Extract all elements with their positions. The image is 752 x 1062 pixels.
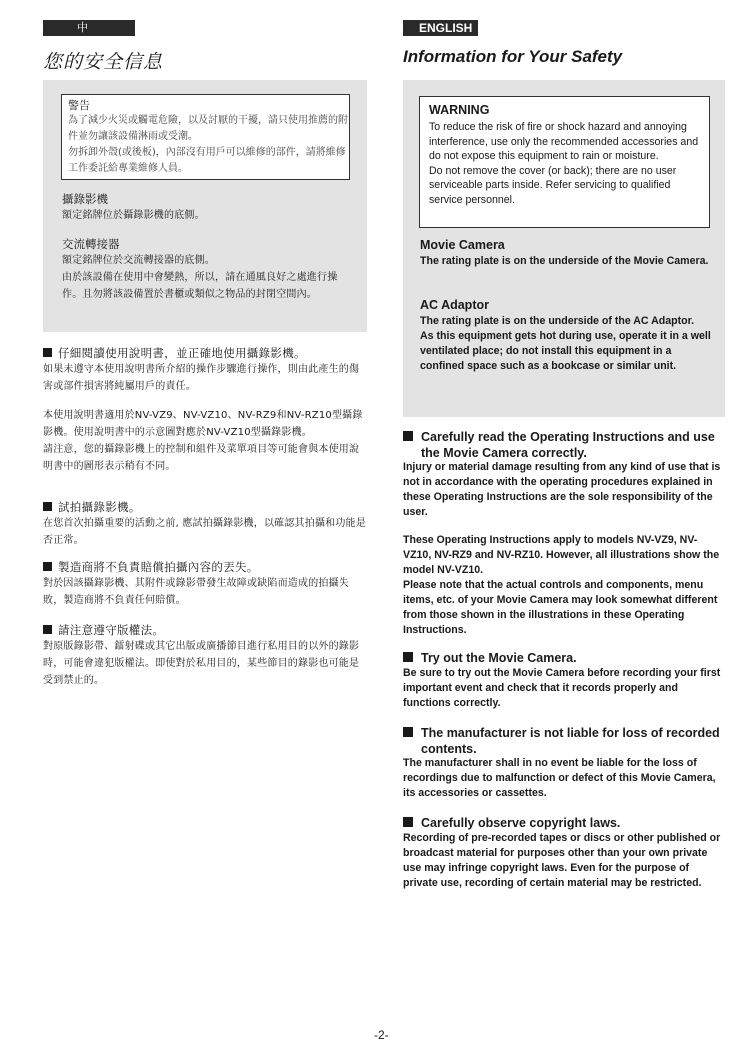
chinese-ac-adaptor-heading: 交流轉接器 [62,237,120,251]
bullet-square-icon [403,727,413,737]
chinese-safety-panel [43,80,367,332]
english-movie-camera-text: The rating plate is on the underside of the Movie Camera. [420,255,709,267]
english-page-title: Information for Your Safety [403,47,623,66]
english-safety-panel [403,80,725,417]
english-section-heading [403,815,723,831]
bullet-square-icon [43,502,52,511]
english-section-heading-text: Carefully observe copyright laws. [421,816,621,830]
english-section-text: Injury or material damage resulting from any kind of use that is not in accordance with the operating procedures explained in these Operating Instructions are the sole responsibility of the user. [403,461,721,518]
chinese-section-heading [43,559,259,575]
chinese-section-heading-text: 製造商將不負責賠償拍攝內容的丟失。 [58,560,259,574]
bullet-square-icon [403,431,413,441]
chinese-section-heading-text: 請注意遵守版權法。 [58,623,165,637]
english-warning-box [419,96,710,228]
english-section-heading [403,650,723,666]
english-section-heading-text: Try out the Movie Camera. [421,651,577,665]
chinese-movie-camera-text: 額定銘牌位於攝錄影機的底側。 [62,210,205,221]
chinese-section-heading [43,345,306,361]
english-models-text: These Operating Instructions apply to models NV-VZ9, NV-VZ10, NV-RZ9 and NV-RZ10. However, all illustrations show the model NV-VZ10. Please note that the actual controls and components, menu items, etc. of your Movie Camera may look somewhat different from those shown in the illustrations in these Operating Instructions. [403,534,720,636]
chinese-warning-heading: 警告 [68,99,90,112]
chinese-section-heading-text: 仔細閱讀使用說明書，並正確地使用攝錄影機。 [58,346,306,360]
bullet-square-icon [43,562,52,571]
chinese-section-heading [43,622,164,638]
chinese-warning-text: 為了減少火災或觸電危險，以及討厭的干擾，請只使用推薦的附件並勿讓該設備淋雨或受潮。 勿拆卸外殼(或後板)，內部沒有用戶可以維修的部件，請將維修工作委託給專業維修人員。 [68,115,348,174]
chinese-models-text: 本使用說明書適用於NV-VZ9、NV-VZ10、NV-RZ9和NV-RZ10型攝錄影機。使用說明書中的示意圖對應於NV-VZ10型攝錄影機。 請注意，您的攝錄影機上的控制和組件及菜單項目等可能會與本使用說明書中的圖形表示稍有不同。 [43,410,363,472]
chinese-ac-adaptor-text: 額定銘牌位於交流轉接器的底側。 由於該設備在使用中會變熱，所以，請在通風良好之處進行操作。且勿將該設備置於書櫃或類似之物品的封閉空間內。 [62,255,338,300]
chinese-movie-camera-heading: 攝錄影機 [62,192,108,206]
english-section-heading [403,429,736,461]
chinese-section-heading [43,499,141,515]
english-warning-heading: WARNING [429,103,490,117]
chinese-page-title: 您的安全信息 [43,51,164,73]
chinese-language-tab: 中 文 [43,20,135,36]
chinese-section-heading-text: 試拍攝錄影機。 [58,500,141,514]
bullet-square-icon [403,652,413,662]
english-section-text: Be sure to try out the Movie Camera before recording your first important event and check that it records properly and functions correctly. [403,667,721,709]
english-section-heading-text: The manufacturer is not liable for loss of recorded contents. [421,726,720,756]
english-ac-adaptor-heading: AC Adaptor [420,298,489,312]
chinese-section-text: 對原版錄影帶、鐳射碟或其它出版或廣播節目進行私用目的以外的錄影時，可能會違犯版權法。即使對於私用目的，某些節目的錄影也可能是受到禁止的。 [43,641,360,686]
chinese-section-text: 對於因該攝錄影機、其附件或錄影帶發生故障或缺陷而造成的拍攝失敗，製造商將不負責任何賠償。 [43,578,349,606]
chinese-section-text: 在您首次拍攝重要的活動之前, 應試拍攝錄影機，以確認其拍攝和功能是否正常。 [43,518,366,546]
english-movie-camera-heading: Movie Camera [420,238,505,252]
english-warning-text: To reduce the risk of fire or shock hazard and annoying interference, use only the recommended accessories and do not expose this equipment to rain or moisture. Do not remove the cover (or back); there are no user serviceable parts inside. Refer servicing to qualified service personnel. [429,121,699,206]
bullet-square-icon [43,348,52,357]
bullet-square-icon [43,625,52,634]
chinese-warning-box [61,94,350,180]
chinese-section-text: 如果未遵守本使用說明書所介紹的操作步驟進行操作，則由此產生的傷害或部件損害將純屬用戶的責任。 [43,364,360,392]
bullet-square-icon [403,817,413,827]
english-section-heading [403,725,721,757]
english-section-text: The manufacturer shall in no event be liable for the loss of recordings due to malfunction or defect of this Movie Camera, its accessories or cassettes. [403,757,716,799]
english-ac-adaptor-text: The rating plate is on the underside of the AC Adaptor. As this equipment gets hot during use, operate it in a well ventilated place; do not install this equipment in a confined space such as a bookcase or similar unit. [420,315,711,372]
english-language-tab: ENGLISH [403,20,478,36]
english-section-heading-text: Carefully read the Operating Instructions and use the Movie Camera correctly. [421,430,715,460]
english-section-text: Recording of pre-recorded tapes or discs or other published or broadcast material for purposes other than your own private use may infringe copyright laws. Even for the purpose of private use, recording of certain material may be restricted. [403,832,721,889]
page-number: -2- [374,1028,389,1042]
